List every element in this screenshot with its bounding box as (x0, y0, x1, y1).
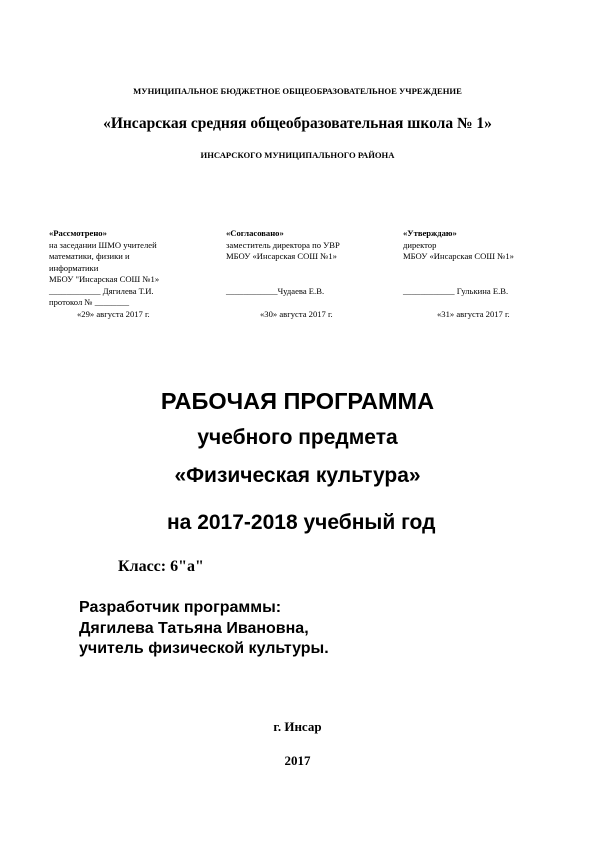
approved-line: директор (403, 239, 437, 250)
district-name: ИНСАРСКОГО МУНИЦИПАЛЬНОГО РАЙОНА (200, 150, 395, 160)
document-year: 2017 (284, 753, 311, 768)
reviewed-heading: «Рассмотрено» (49, 228, 107, 238)
reviewed-signature: ____________ Дягилева Т.И. (49, 285, 154, 296)
agreed-heading: «Согласовано» (226, 228, 284, 238)
agreed-line: заместитель директора по УВР (226, 239, 340, 250)
approved-date: «31» августа 2017 г. (437, 308, 510, 319)
approved-line: МБОУ «Инсарская СОШ №1» (403, 251, 514, 261)
reviewed-block (49, 228, 159, 320)
agreed-date: «30» августа 2017 г. (260, 308, 333, 319)
developer-label: Разработчик программы: (79, 599, 282, 616)
school-name: «Инсарская средняя общеобразовательная школа № 1» (103, 115, 492, 132)
reviewed-line: на заседании ШМО учителей (49, 239, 157, 250)
agreed-line: МБОУ «Инсарская СОШ №1» (226, 251, 337, 261)
reviewed-line: МБОУ "Инсарская СОШ №1» (49, 274, 160, 284)
agreed-block (226, 228, 340, 320)
document-title: РАБОЧАЯ ПРОГРАММА (160, 388, 435, 414)
developer-position: учитель физической культуры. (79, 640, 329, 657)
class-label: Класс: 6"а" (118, 558, 204, 575)
developer-block (79, 598, 329, 660)
reviewed-line: математики, физики и (49, 251, 130, 261)
subject-line: учебного предмета (197, 426, 398, 449)
approved-heading: «Утверждаю» (403, 228, 457, 238)
reviewed-line: информатики (49, 262, 99, 273)
approved-block (403, 228, 514, 320)
subject-name: «Физическая культура» (174, 464, 421, 487)
approved-signature: ____________ Гулькина Е.В. (403, 285, 509, 296)
reviewed-date: «29» августа 2017 г. (77, 308, 150, 319)
developer-name: Дягилева Татьяна Ивановна, (79, 619, 309, 637)
institution-type: МУНИЦИПАЛЬНОЕ БЮДЖЕТНОЕ ОБЩЕОБРАЗОВАТЕЛЬНОЕ УЧРЕЖДЕНИЕ (133, 86, 462, 96)
agreed-signature: ____________Чудаева Е.В. (226, 285, 325, 296)
city: г. Инсар (273, 719, 322, 734)
academic-year: на 2017-2018 учебный год (167, 511, 436, 534)
reviewed-protocol: протокол № ________ (49, 297, 130, 307)
